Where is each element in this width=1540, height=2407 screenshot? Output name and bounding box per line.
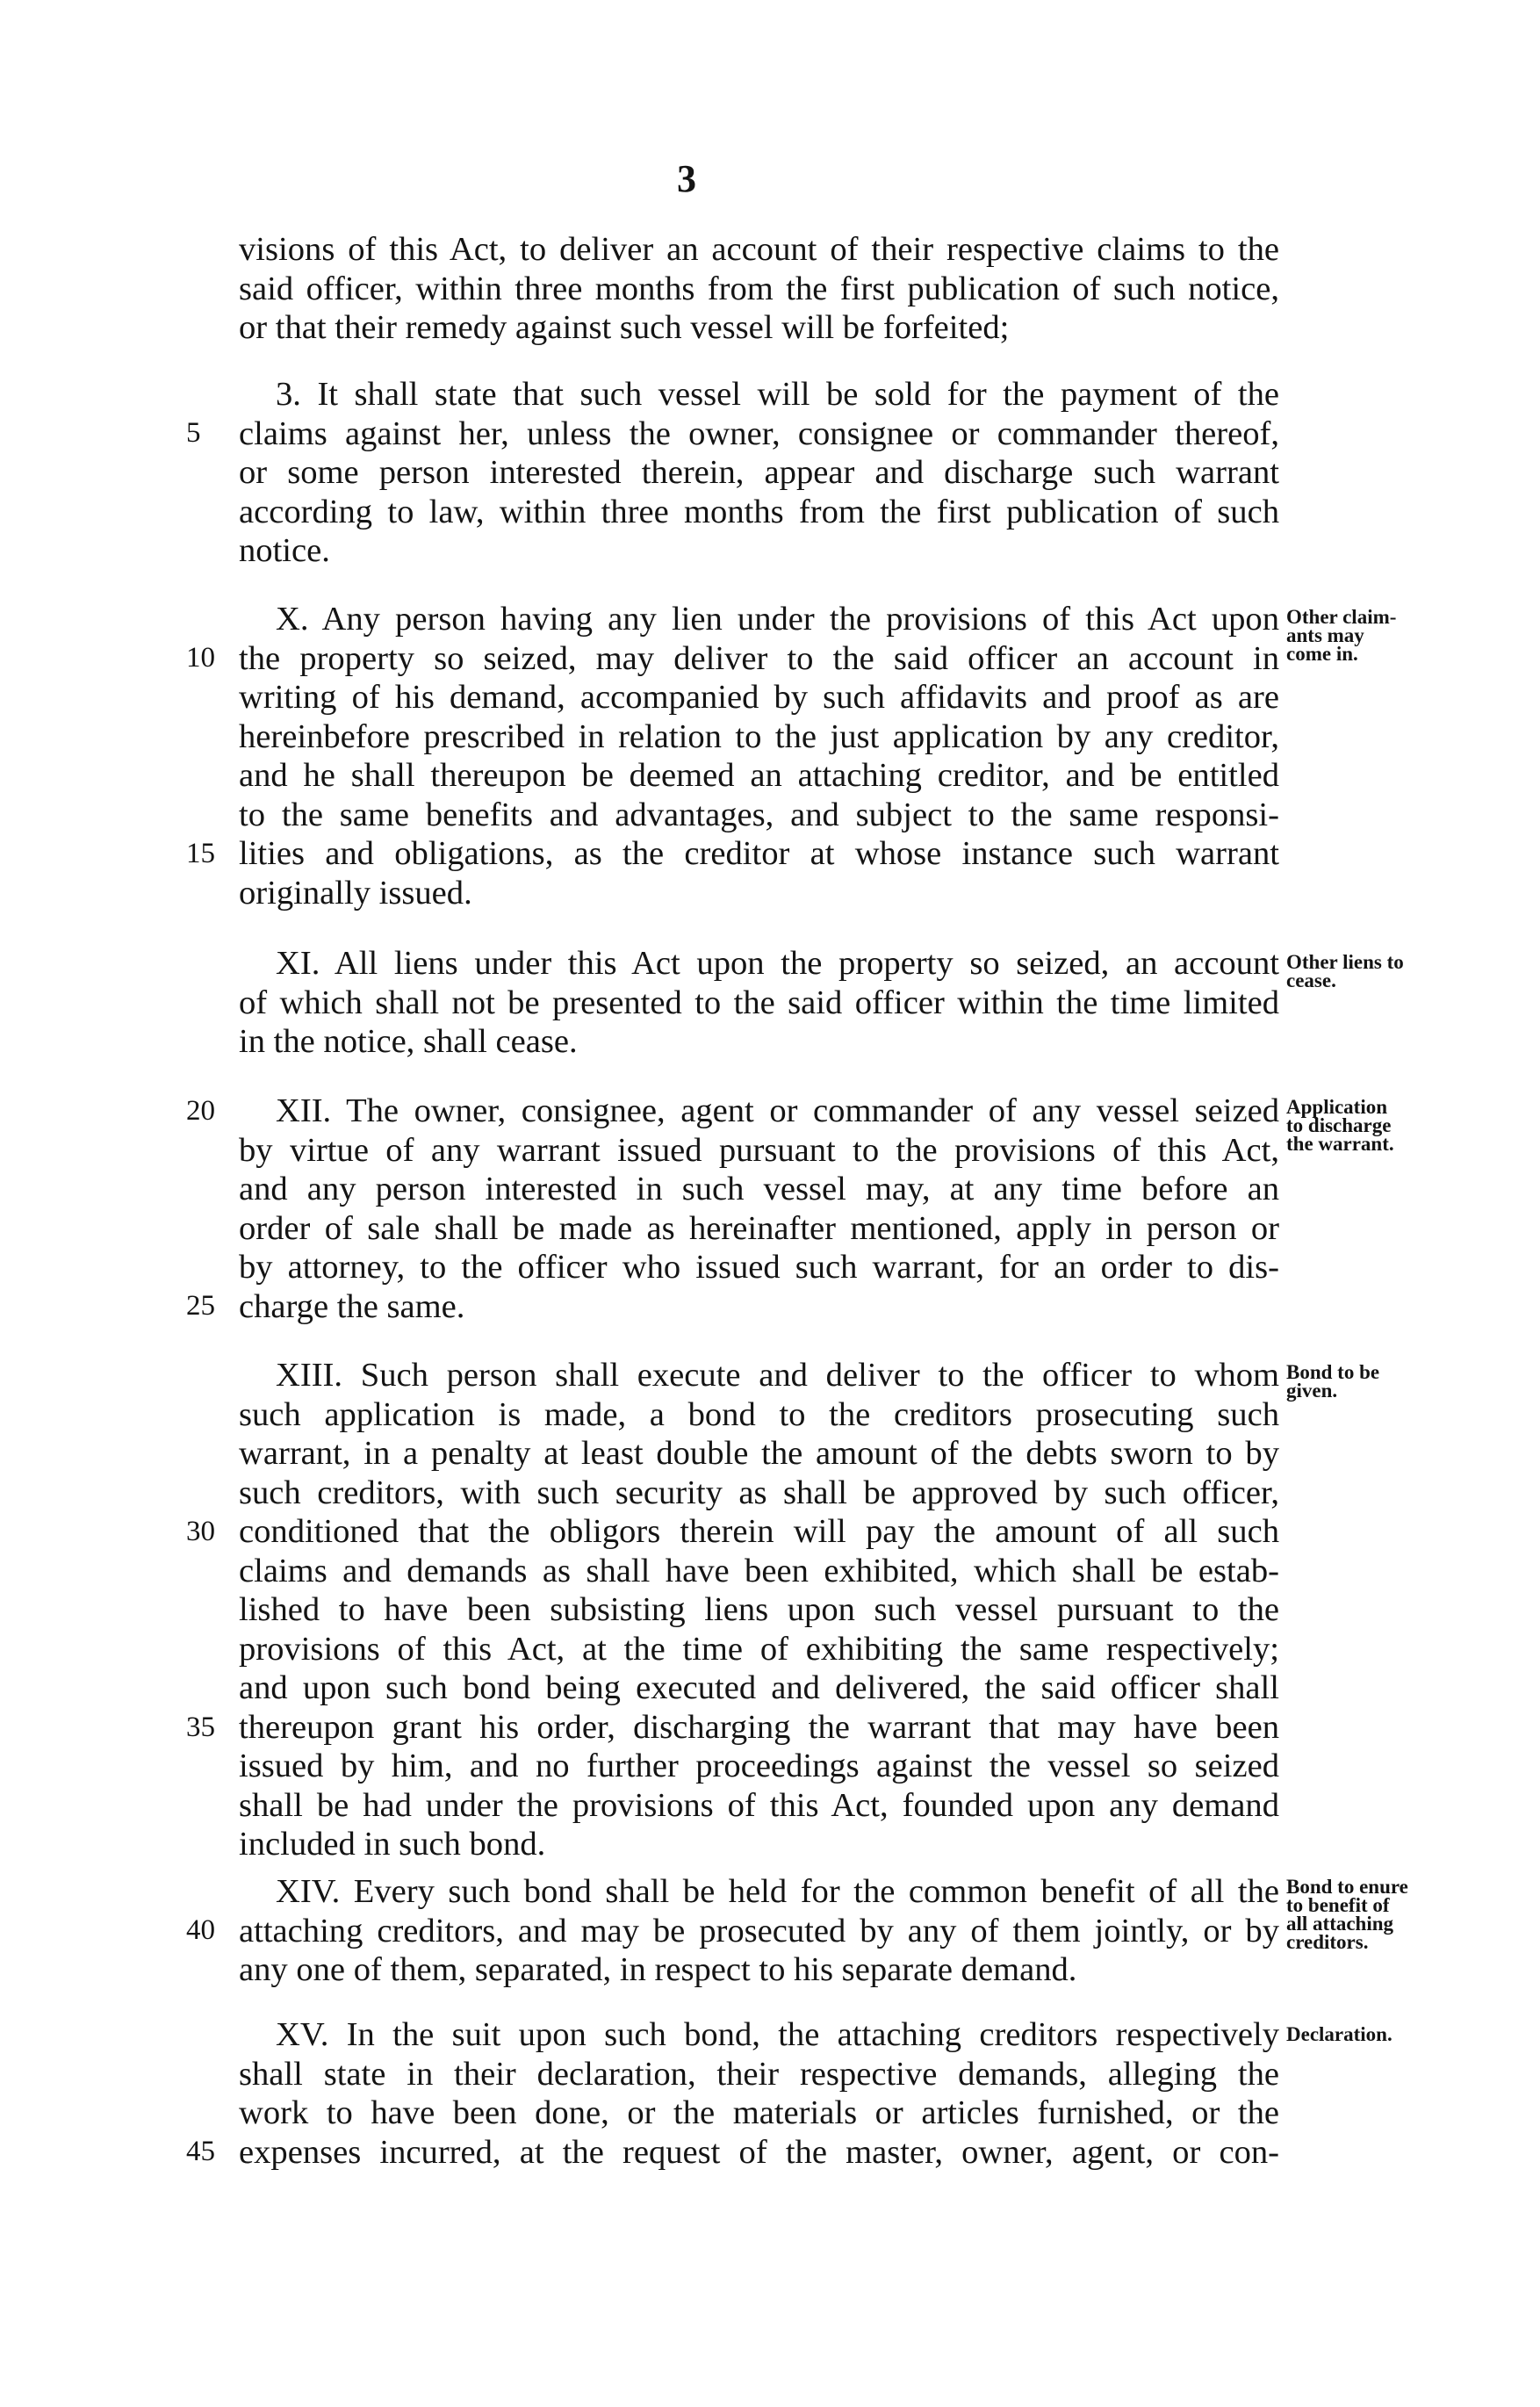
text-line: shall be had under the provisions of this Act, founded upon any demand [239,1786,1279,1824]
text-line: XII. The owner, consignee, agent or commander of any vessel seized [276,1092,1279,1129]
text-line: any one of them, separated, in respect to his separate demand. [239,1951,1077,1988]
paragraph-section-xv [239,2015,1279,2172]
text-line: hereinbefore prescribed in relation to the just application by any creditor, [239,717,1279,755]
line-number: 10 [186,642,215,674]
line-number: 40 [186,1914,215,1946]
text-line: in the notice, shall cease. [239,1023,578,1060]
line-number: 25 [186,1290,215,1322]
text-line: issued by him, and no further proceedings against the vessel so seized [239,1748,1279,1784]
line-number: 45 [186,2136,215,2167]
paragraph-clause-3 [239,375,1279,571]
paragraph-section-xiii [239,1356,1279,1864]
text-line: work to have been done, or the materials or articles furnished, or the [239,2094,1279,2131]
text-line: visions of this Act, to deliver an account of their respective claims to the [239,231,1279,268]
line-number: 30 [186,1516,215,1547]
text-line: the property so seized, may deliver to the said officer an account in [239,639,1279,677]
marginal-note: Application to discharge the warrant. [1286,1096,1394,1155]
text-line: attaching creditors, and may be prosecuted by any of them jointly, or by [239,1912,1279,1949]
text-line: said officer, within three months from the first publication of such notice, [239,270,1279,307]
text-line: 3. It shall state that such vessel will be sold for the payment of the [276,376,1279,413]
paragraph-continuation [239,230,1279,348]
text-line: lities and obligations, as the creditor at whose instance such warrant [239,835,1279,872]
text-line: XV. In the suit upon such bond, the attaching creditors respectively [276,2016,1279,2053]
text-line: shall state in their declaration, their respective demands, alleging the [239,2055,1279,2093]
text-line: such application is made, a bond to the creditors prosecuting such [239,1395,1279,1433]
text-line: or that their remedy against such vessel will be forfeited; [239,309,1010,346]
text-line: order of sale shall be made as hereinafter mentioned, apply in person or [239,1209,1279,1247]
text-line: X. Any person having any lien under the provisions of this Act upon [276,601,1279,638]
page-number: 3 [677,157,696,200]
text-line: warrant, in a penalty at least double the amount of the debts sworn to by [239,1435,1279,1472]
text-line: to the same benefits and advantages, and subject to the same responsi- [239,796,1279,833]
marginal-note: Other liens to cease. [1286,951,1404,991]
line-number: 5 [186,417,201,449]
text-line: and upon such bond being executed and delivered, the said officer shall [239,1669,1279,1706]
text-line: by virtue of any warrant issued pursuant to the provisions of this Act, [239,1131,1279,1169]
text-line: XIV. Every such bond shall be held for the common benefit of all the [276,1873,1279,1910]
text-line: thereupon grant his order, discharging the warrant that may have been [239,1708,1279,1746]
text-line: according to law, within three months from the first publication of such [239,493,1279,530]
text-line: of which shall not be presented to the said officer within the time limited [239,984,1279,1021]
text-line: or some person interested therein, appear and discharge such warrant [239,454,1279,491]
paragraph-section-xii [239,1092,1279,1326]
text-line: notice. [239,532,330,569]
text-line: XIII. Such person shall execute and deliver to the officer to whom [276,1357,1279,1394]
text-line: included in such bond. [239,1826,546,1863]
line-number: 15 [186,838,215,869]
paragraph-section-x [239,600,1279,912]
text-line: such creditors, with such security as shall be approved by such officer, [239,1474,1279,1511]
text-line: charge the same. [239,1287,465,1325]
line-number: 35 [186,1712,215,1743]
marginal-note: Other claim- ants may come in. [1286,606,1397,665]
text-line: and he shall thereupon be deemed an attaching creditor, and be entitled [239,757,1279,794]
text-line: XI. All liens under this Act upon the property so seized, an account [276,945,1279,982]
marginal-note: Bond to be given. [1286,1361,1380,1402]
text-line: expenses incurred, at the request of the master, owner, agent, or con- [239,2133,1279,2171]
text-line: conditioned that the obligors therein will pay the amount of all such [239,1513,1279,1550]
text-line: writing of his demand, accompanied by such affidavits and proof as are [239,679,1279,716]
marginal-note: Bond to enure to benefit of all attaching creditors. [1286,1876,1408,1953]
paragraph-section-xi [239,944,1279,1062]
text-line: originally issued. [239,874,472,912]
text-line: and any person interested in such vessel may, at any time before an [239,1171,1279,1207]
text-line: provisions of this Act, at the time of exhibiting the same respectively; [239,1630,1279,1668]
paragraph-section-xiv [239,1872,1279,1990]
text-line: lished to have been subsisting liens upon such vessel pursuant to the [239,1591,1279,1628]
text-line: by attorney, to the officer who issued such warrant, for an order to dis- [239,1249,1279,1286]
line-number: 20 [186,1095,215,1127]
text-line: claims and demands as shall have been exhibited, which shall be estab- [239,1552,1279,1589]
marginal-note: Declaration. [1286,2023,1392,2045]
text-line: claims against her, unless the owner, consignee or commander thereof, [239,414,1279,452]
